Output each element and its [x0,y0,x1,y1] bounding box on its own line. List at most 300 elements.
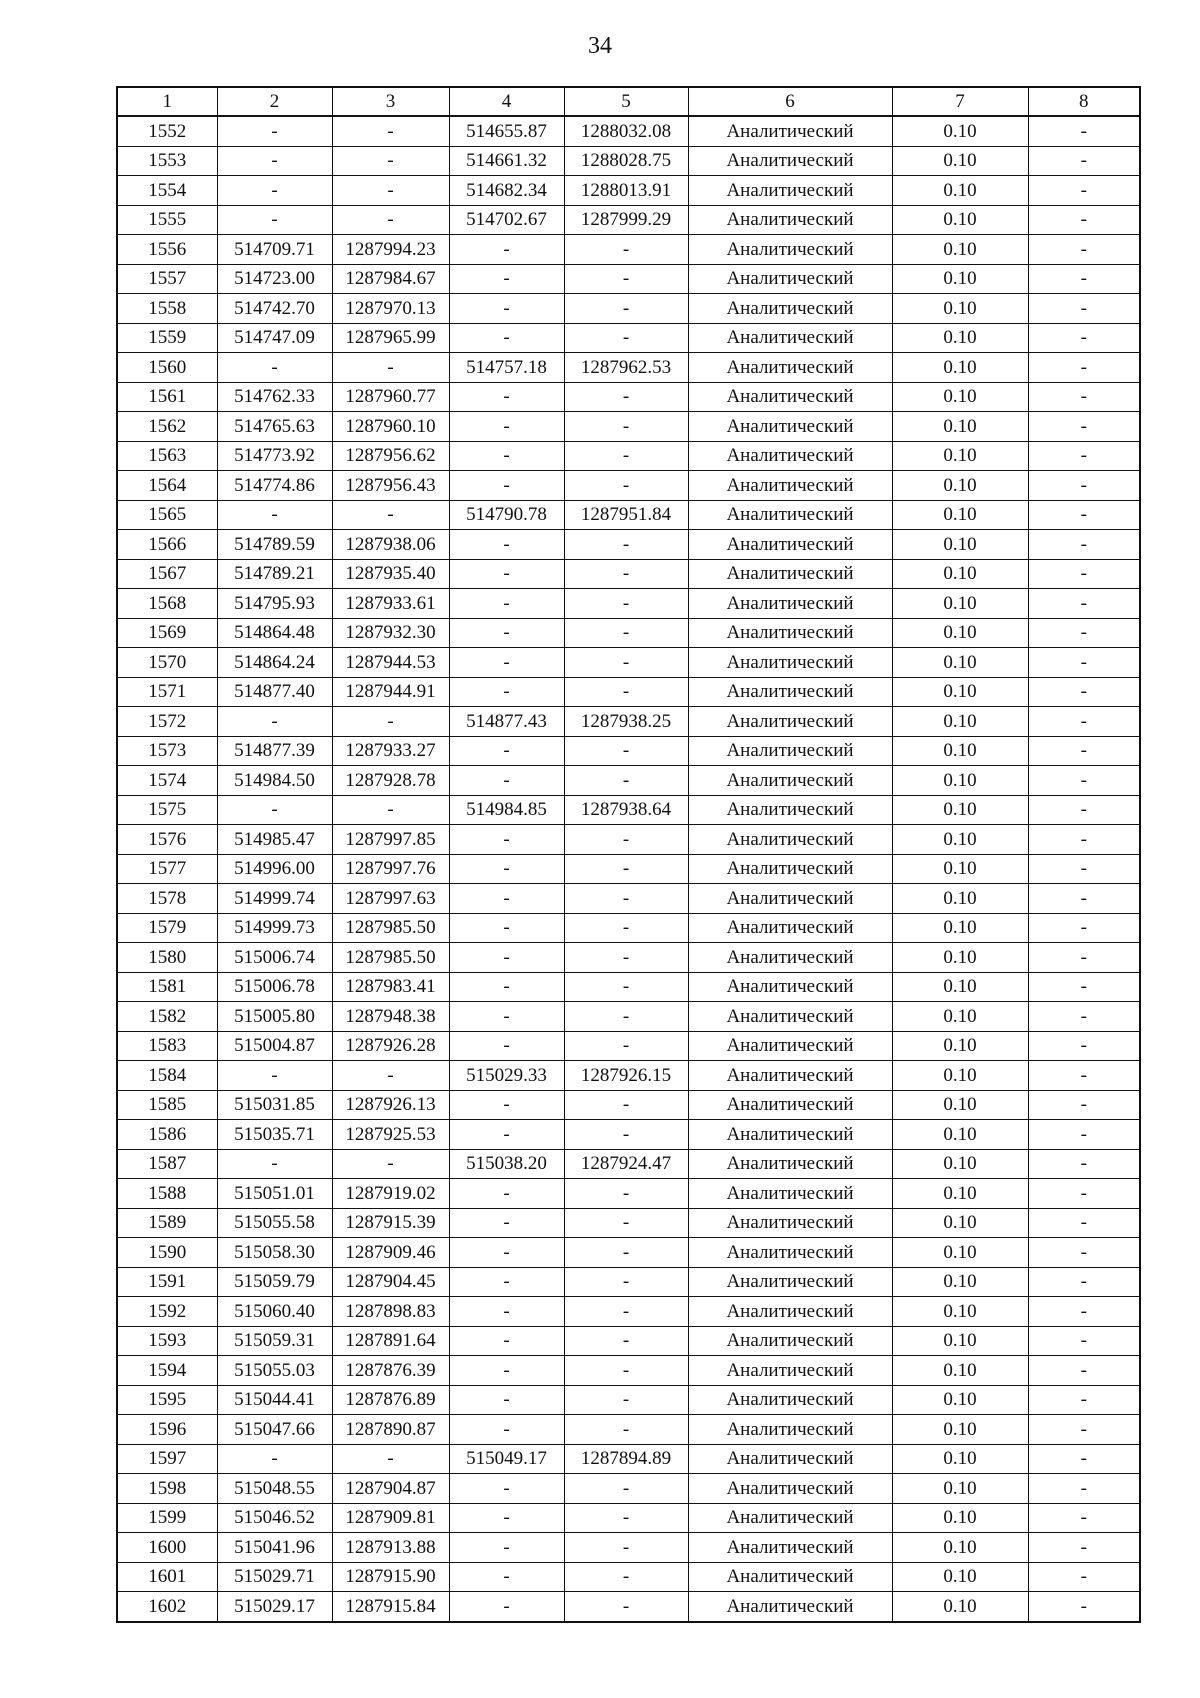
y-coord-cell: 1287898.83 [332,1297,449,1327]
note-cell: - [1028,235,1140,265]
x-coord-alt-cell: 514984.85 [449,795,564,825]
accuracy-cell: 0.10 [892,1592,1028,1622]
point-number-cell: 1584 [117,1061,217,1091]
method-cell: Аналитический [688,1031,892,1061]
accuracy-cell: 0.10 [892,1090,1028,1120]
y-coord-cell: 1287890.87 [332,1415,449,1445]
x-coord-alt-cell: - [449,1503,564,1533]
point-number-cell: 1569 [117,618,217,648]
x-coord-alt-cell: - [449,471,564,501]
method-cell: Аналитический [688,1415,892,1445]
x-coord-cell: - [217,176,332,206]
column-header: 2 [217,87,332,116]
method-cell: Аналитический [688,1444,892,1474]
note-cell: - [1028,1149,1140,1179]
y-coord-cell: 1287985.50 [332,913,449,943]
table-row [117,618,1140,648]
accuracy-cell: 0.10 [892,707,1028,737]
point-number-cell: 1597 [117,1444,217,1474]
accuracy-cell: 0.10 [892,500,1028,530]
column-header: 8 [1028,87,1140,116]
x-coord-alt-cell: - [449,1326,564,1356]
method-cell: Аналитический [688,1208,892,1238]
y-coord-alt-cell: - [564,530,688,560]
x-coord-alt-cell: - [449,618,564,648]
x-coord-alt-cell: 514661.32 [449,146,564,176]
point-number-cell: 1595 [117,1385,217,1415]
note-cell: - [1028,471,1140,501]
note-cell: - [1028,943,1140,973]
table-row [117,648,1140,678]
x-coord-cell: 514864.24 [217,648,332,678]
y-coord-alt-cell: - [564,382,688,412]
y-coord-alt-cell: - [564,323,688,353]
x-coord-cell: 514723.00 [217,264,332,294]
x-coord-cell: 514765.63 [217,412,332,442]
y-coord-alt-cell: - [564,943,688,973]
point-number-cell: 1555 [117,205,217,235]
y-coord-cell: 1287925.53 [332,1120,449,1150]
point-number-cell: 1567 [117,559,217,589]
accuracy-cell: 0.10 [892,648,1028,678]
y-coord-cell: 1287904.87 [332,1474,449,1504]
point-number-cell: 1602 [117,1592,217,1622]
note-cell: - [1028,766,1140,796]
table-row [117,1149,1140,1179]
y-coord-cell: 1287985.50 [332,943,449,973]
x-coord-cell: 514773.92 [217,441,332,471]
accuracy-cell: 0.10 [892,441,1028,471]
y-coord-alt-cell: - [564,1415,688,1445]
method-cell: Аналитический [688,559,892,589]
y-coord-alt-cell: - [564,559,688,589]
accuracy-cell: 0.10 [892,736,1028,766]
table-row [117,353,1140,383]
note-cell: - [1028,972,1140,1002]
x-coord-alt-cell: - [449,1267,564,1297]
method-cell: Аналитический [688,1061,892,1091]
x-coord-cell: - [217,1061,332,1091]
column-header: 3 [332,87,449,116]
y-coord-alt-cell: - [564,736,688,766]
method-cell: Аналитический [688,795,892,825]
x-coord-alt-cell: - [449,1474,564,1504]
y-coord-cell: 1287965.99 [332,323,449,353]
method-cell: Аналитический [688,854,892,884]
accuracy-cell: 0.10 [892,264,1028,294]
y-coord-alt-cell: 1287924.47 [564,1149,688,1179]
method-cell: Аналитический [688,441,892,471]
x-coord-alt-cell: 514702.67 [449,205,564,235]
note-cell: - [1028,1061,1140,1091]
accuracy-cell: 0.10 [892,1444,1028,1474]
y-coord-alt-cell: - [564,884,688,914]
x-coord-alt-cell: 514757.18 [449,353,564,383]
table-row [117,1474,1140,1504]
y-coord-alt-cell: 1287938.64 [564,795,688,825]
x-coord-cell: 515051.01 [217,1179,332,1209]
table-row [117,677,1140,707]
point-number-cell: 1586 [117,1120,217,1150]
x-coord-alt-cell: - [449,825,564,855]
accuracy-cell: 0.10 [892,1267,1028,1297]
table-row [117,176,1140,206]
x-coord-alt-cell: - [449,412,564,442]
y-coord-alt-cell: - [564,1474,688,1504]
x-coord-cell: 514985.47 [217,825,332,855]
point-number-cell: 1583 [117,1031,217,1061]
accuracy-cell: 0.10 [892,1356,1028,1386]
accuracy-cell: 0.10 [892,1002,1028,1032]
method-cell: Аналитический [688,1592,892,1622]
y-coord-cell: - [332,353,449,383]
x-coord-cell: 515047.66 [217,1415,332,1445]
point-number-cell: 1599 [117,1503,217,1533]
x-coord-cell: 514877.40 [217,677,332,707]
x-coord-alt-cell: 515038.20 [449,1149,564,1179]
accuracy-cell: 0.10 [892,618,1028,648]
y-coord-cell: 1287997.85 [332,825,449,855]
method-cell: Аналитический [688,205,892,235]
y-coord-cell: 1287904.45 [332,1267,449,1297]
x-coord-cell: 515031.85 [217,1090,332,1120]
y-coord-alt-cell: 1288028.75 [564,146,688,176]
note-cell: - [1028,1326,1140,1356]
note-cell: - [1028,707,1140,737]
note-cell: - [1028,205,1140,235]
x-coord-alt-cell: - [449,1002,564,1032]
x-coord-cell: 515055.58 [217,1208,332,1238]
x-coord-alt-cell: 514655.87 [449,116,564,146]
note-cell: - [1028,559,1140,589]
point-number-cell: 1601 [117,1562,217,1592]
x-coord-cell: - [217,707,332,737]
y-coord-alt-cell: 1287999.29 [564,205,688,235]
x-coord-alt-cell: - [449,1562,564,1592]
table-row [117,1267,1140,1297]
x-coord-cell: 515035.71 [217,1120,332,1150]
y-coord-cell: 1287891.64 [332,1326,449,1356]
x-coord-cell: 514742.70 [217,294,332,324]
note-cell: - [1028,264,1140,294]
x-coord-cell: 514774.86 [217,471,332,501]
y-coord-alt-cell: - [564,913,688,943]
table-row [117,1061,1140,1091]
y-coord-cell: 1287960.10 [332,412,449,442]
method-cell: Аналитический [688,1149,892,1179]
method-cell: Аналитический [688,294,892,324]
y-coord-alt-cell: - [564,1267,688,1297]
y-coord-cell: - [332,500,449,530]
y-coord-alt-cell: - [564,1238,688,1268]
method-cell: Аналитический [688,323,892,353]
method-cell: Аналитический [688,176,892,206]
y-coord-alt-cell: - [564,766,688,796]
point-number-cell: 1565 [117,500,217,530]
x-coord-alt-cell: - [449,884,564,914]
x-coord-cell: 514984.50 [217,766,332,796]
table-row [117,1179,1140,1209]
y-coord-cell: 1287944.91 [332,677,449,707]
table-row [117,205,1140,235]
table-row [117,854,1140,884]
y-coord-cell: 1287909.46 [332,1238,449,1268]
accuracy-cell: 0.10 [892,1120,1028,1150]
point-number-cell: 1593 [117,1326,217,1356]
note-cell: - [1028,736,1140,766]
y-coord-cell: 1287997.63 [332,884,449,914]
x-coord-alt-cell: - [449,1385,564,1415]
accuracy-cell: 0.10 [892,205,1028,235]
method-cell: Аналитический [688,1474,892,1504]
point-number-cell: 1578 [117,884,217,914]
x-coord-alt-cell: - [449,235,564,265]
note-cell: - [1028,353,1140,383]
point-number-cell: 1554 [117,176,217,206]
table-row [117,972,1140,1002]
accuracy-cell: 0.10 [892,1149,1028,1179]
accuracy-cell: 0.10 [892,323,1028,353]
x-coord-cell: - [217,1149,332,1179]
accuracy-cell: 0.10 [892,589,1028,619]
point-number-cell: 1562 [117,412,217,442]
method-cell: Аналитический [688,471,892,501]
y-coord-cell: 1287926.13 [332,1090,449,1120]
table-body [117,116,1140,1622]
accuracy-cell: 0.10 [892,1474,1028,1504]
y-coord-alt-cell: - [564,1120,688,1150]
accuracy-cell: 0.10 [892,795,1028,825]
point-number-cell: 1579 [117,913,217,943]
point-number-cell: 1556 [117,235,217,265]
y-coord-cell: 1287876.89 [332,1385,449,1415]
x-coord-cell: - [217,500,332,530]
note-cell: - [1028,500,1140,530]
note-cell: - [1028,1267,1140,1297]
table-row [117,1415,1140,1445]
x-coord-cell: 515004.87 [217,1031,332,1061]
y-coord-alt-cell: - [564,1326,688,1356]
y-coord-alt-cell: - [564,1533,688,1563]
y-coord-alt-cell: - [564,1503,688,1533]
table-row [117,1326,1140,1356]
y-coord-alt-cell: 1287926.15 [564,1061,688,1091]
point-number-cell: 1553 [117,146,217,176]
accuracy-cell: 0.10 [892,559,1028,589]
accuracy-cell: 0.10 [892,1562,1028,1592]
column-header: 7 [892,87,1028,116]
method-cell: Аналитический [688,972,892,1002]
x-coord-cell: 514789.59 [217,530,332,560]
y-coord-alt-cell: - [564,854,688,884]
accuracy-cell: 0.10 [892,1503,1028,1533]
table-row [117,294,1140,324]
method-cell: Аналитический [688,943,892,973]
accuracy-cell: 0.10 [892,884,1028,914]
table-row [117,1208,1140,1238]
x-coord-alt-cell: - [449,382,564,412]
x-coord-alt-cell: 514682.34 [449,176,564,206]
x-coord-cell: - [217,795,332,825]
accuracy-cell: 0.10 [892,677,1028,707]
y-coord-alt-cell: - [564,294,688,324]
method-cell: Аналитический [688,1503,892,1533]
table-row [117,1031,1140,1061]
method-cell: Аналитический [688,116,892,146]
note-cell: - [1028,116,1140,146]
table-row [117,116,1140,146]
note-cell: - [1028,1592,1140,1622]
accuracy-cell: 0.10 [892,1031,1028,1061]
y-coord-alt-cell: 1288032.08 [564,116,688,146]
table-row [117,943,1140,973]
note-cell: - [1028,677,1140,707]
table-row [117,913,1140,943]
point-number-cell: 1587 [117,1149,217,1179]
x-coord-cell: 515055.03 [217,1356,332,1386]
table-row [117,235,1140,265]
y-coord-alt-cell: - [564,825,688,855]
table-row [117,1297,1140,1327]
note-cell: - [1028,1415,1140,1445]
note-cell: - [1028,1297,1140,1327]
note-cell: - [1028,1503,1140,1533]
y-coord-cell: 1287933.27 [332,736,449,766]
point-number-cell: 1575 [117,795,217,825]
y-coord-cell: 1287944.53 [332,648,449,678]
column-header: 5 [564,87,688,116]
accuracy-cell: 0.10 [892,1208,1028,1238]
table-row [117,559,1140,589]
y-coord-alt-cell: - [564,1385,688,1415]
x-coord-alt-cell: - [449,1592,564,1622]
y-coord-alt-cell: - [564,1592,688,1622]
note-cell: - [1028,589,1140,619]
y-coord-alt-cell: - [564,1179,688,1209]
y-coord-cell: 1287915.84 [332,1592,449,1622]
page-number: 34 [588,33,612,59]
method-cell: Аналитический [688,1267,892,1297]
y-coord-alt-cell: - [564,441,688,471]
y-coord-cell: 1287919.02 [332,1179,449,1209]
y-coord-alt-cell: - [564,1002,688,1032]
method-cell: Аналитический [688,707,892,737]
table-row [117,441,1140,471]
note-cell: - [1028,884,1140,914]
point-number-cell: 1588 [117,1179,217,1209]
x-coord-alt-cell: - [449,648,564,678]
y-coord-cell: 1287960.77 [332,382,449,412]
y-coord-cell: - [332,795,449,825]
x-coord-alt-cell: - [449,972,564,1002]
table-row [117,1592,1140,1622]
method-cell: Аналитический [688,736,892,766]
x-coord-cell: 515006.74 [217,943,332,973]
method-cell: Аналитический [688,1356,892,1386]
y-coord-alt-cell: - [564,1297,688,1327]
x-coord-alt-cell: - [449,1356,564,1386]
x-coord-alt-cell: - [449,1179,564,1209]
y-coord-cell: 1287915.39 [332,1208,449,1238]
table-row [117,1120,1140,1150]
method-cell: Аналитический [688,1326,892,1356]
note-cell: - [1028,1562,1140,1592]
y-coord-alt-cell: 1288013.91 [564,176,688,206]
point-number-cell: 1570 [117,648,217,678]
x-coord-alt-cell: - [449,1238,564,1268]
accuracy-cell: 0.10 [892,1533,1028,1563]
x-coord-alt-cell: 515029.33 [449,1061,564,1091]
note-cell: - [1028,441,1140,471]
note-cell: - [1028,618,1140,648]
x-coord-cell: 515046.52 [217,1503,332,1533]
accuracy-cell: 0.10 [892,530,1028,560]
column-header: 4 [449,87,564,116]
x-coord-alt-cell: - [449,736,564,766]
y-coord-alt-cell: - [564,677,688,707]
y-coord-cell: 1287932.30 [332,618,449,648]
y-coord-alt-cell: - [564,1031,688,1061]
method-cell: Аналитический [688,648,892,678]
accuracy-cell: 0.10 [892,471,1028,501]
x-coord-alt-cell: - [449,943,564,973]
x-coord-cell: 514747.09 [217,323,332,353]
point-number-cell: 1571 [117,677,217,707]
x-coord-alt-cell: - [449,1120,564,1150]
point-number-cell: 1568 [117,589,217,619]
y-coord-alt-cell: - [564,1562,688,1592]
x-coord-cell: 515006.78 [217,972,332,1002]
y-coord-alt-cell: - [564,1208,688,1238]
method-cell: Аналитический [688,264,892,294]
method-cell: Аналитический [688,353,892,383]
note-cell: - [1028,412,1140,442]
table-row [117,1503,1140,1533]
table-row [117,795,1140,825]
y-coord-cell: 1287876.39 [332,1356,449,1386]
note-cell: - [1028,795,1140,825]
note-cell: - [1028,648,1140,678]
x-coord-cell: 514709.71 [217,235,332,265]
x-coord-alt-cell: - [449,1533,564,1563]
point-number-cell: 1574 [117,766,217,796]
y-coord-alt-cell: - [564,412,688,442]
note-cell: - [1028,1120,1140,1150]
method-cell: Аналитический [688,825,892,855]
x-coord-cell: 514762.33 [217,382,332,412]
point-number-cell: 1573 [117,736,217,766]
method-cell: Аналитический [688,1238,892,1268]
accuracy-cell: 0.10 [892,1415,1028,1445]
x-coord-cell: 515059.31 [217,1326,332,1356]
accuracy-cell: 0.10 [892,353,1028,383]
y-coord-alt-cell: - [564,1356,688,1386]
accuracy-cell: 0.10 [892,1238,1028,1268]
y-coord-cell: 1287956.43 [332,471,449,501]
y-coord-cell: 1287984.67 [332,264,449,294]
accuracy-cell: 0.10 [892,412,1028,442]
accuracy-cell: 0.10 [892,116,1028,146]
y-coord-cell: - [332,176,449,206]
table-row [117,412,1140,442]
point-number-cell: 1557 [117,264,217,294]
point-number-cell: 1552 [117,116,217,146]
x-coord-alt-cell: - [449,559,564,589]
y-coord-cell: 1287997.76 [332,854,449,884]
point-number-cell: 1572 [117,707,217,737]
x-coord-cell: 515029.71 [217,1562,332,1592]
note-cell: - [1028,913,1140,943]
